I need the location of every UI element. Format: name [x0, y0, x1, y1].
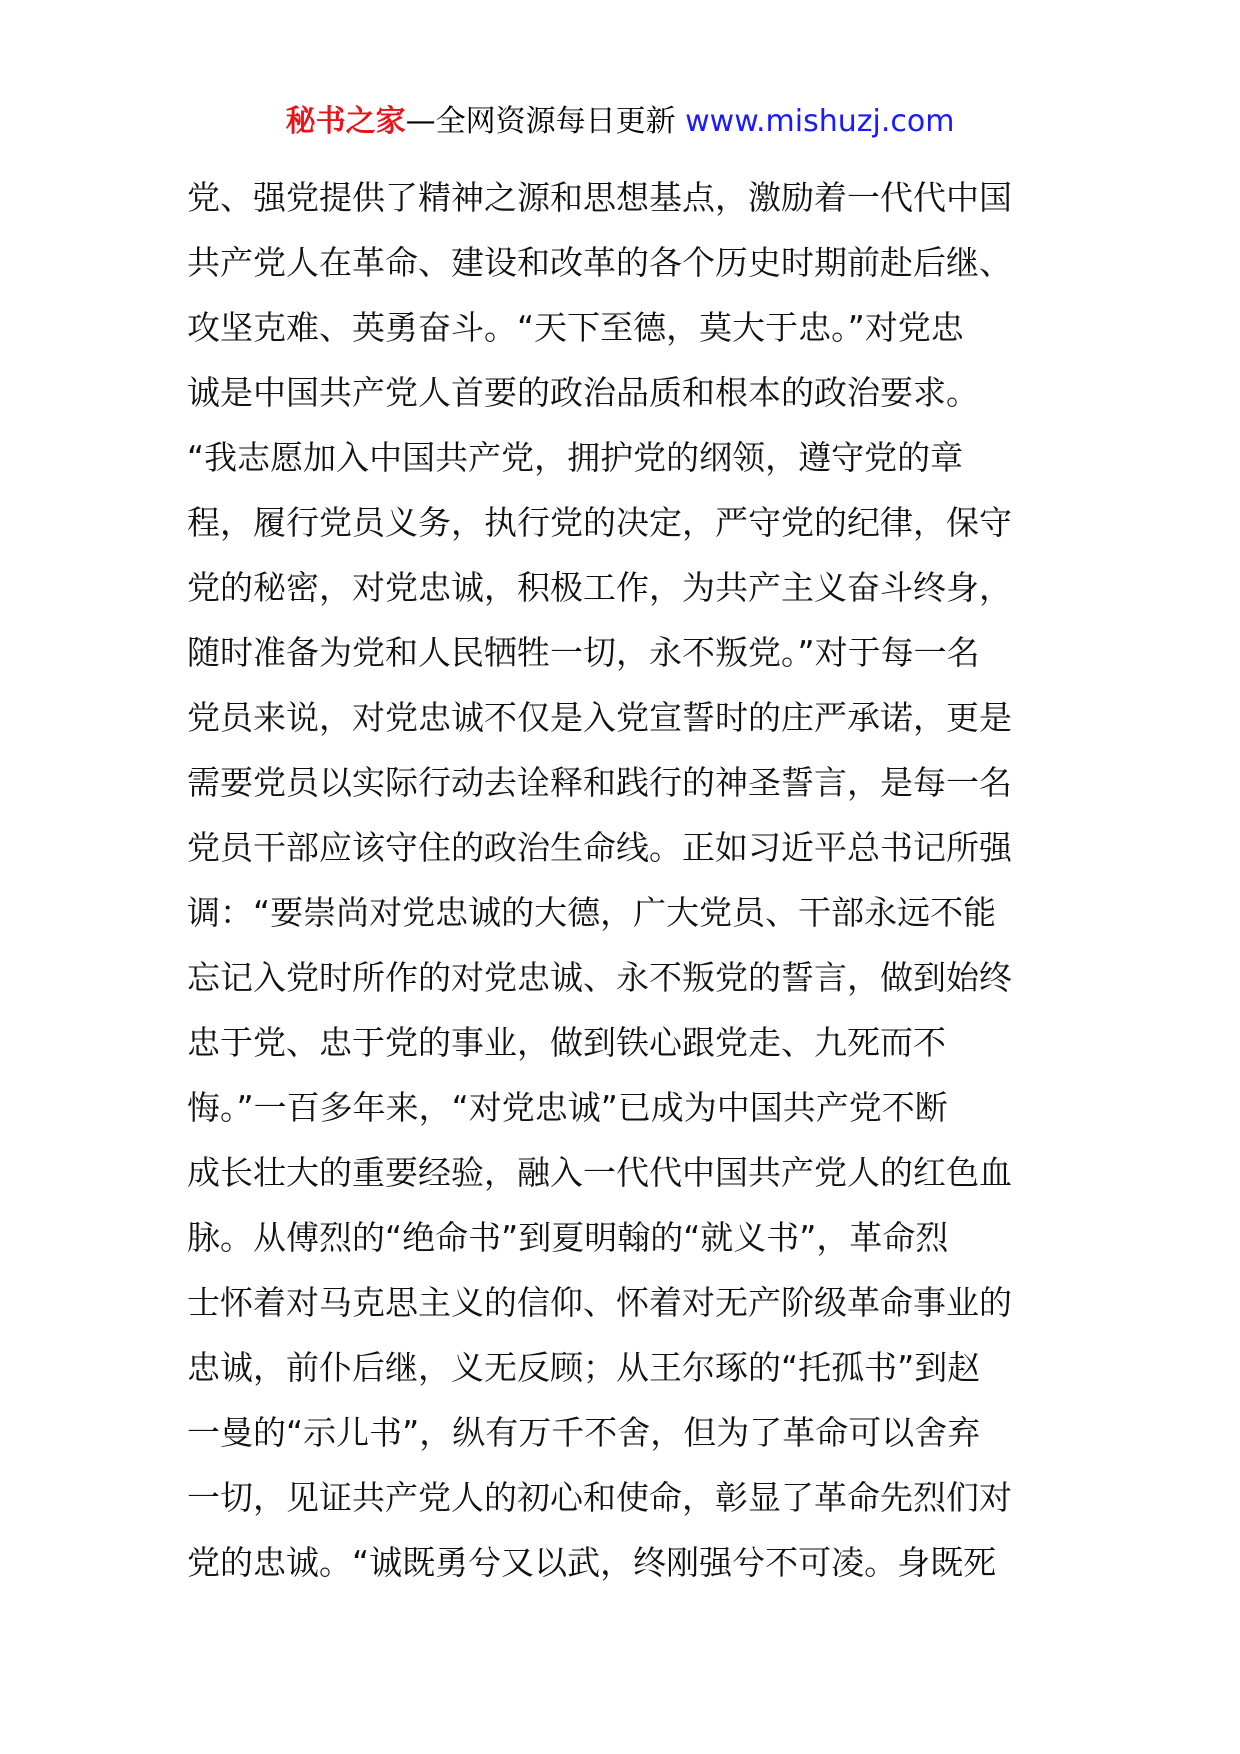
text-line: 党员干部应该守住的政治生命线。正如习近平总书记所强 — [187, 828, 1012, 867]
page-header — [0, 100, 1240, 144]
body-paragraph — [187, 165, 1057, 1595]
text-line: 调：“要崇尚对党忠诚的大德，广大党员、干部永远不能 — [187, 893, 997, 932]
text-line: 需要党员以实际行动去诠释和践行的神圣誓言，是每一名 — [187, 763, 1012, 802]
header-url-link[interactable]: www.mishuzj.com — [685, 104, 955, 139]
text-line: 士怀着对马克思主义的信仰、怀着对无产阶级革命事业的 — [187, 1283, 1012, 1322]
text-line: 忘记入党时所作的对党忠诚、永不叛党的誓言，做到始终 — [187, 958, 1012, 997]
text-line: 党员来说，对党忠诚不仅是入党宣誓时的庄严承诺，更是 — [187, 698, 1012, 737]
text-line: 程，履行党员义务，执行党的决定，严守党的纪律，保守 — [187, 503, 1012, 542]
text-line: 脉。从傅烈的“绝命书”到夏明翰的“就义书”，革命烈 — [187, 1218, 949, 1257]
text-line: 忠于党、忠于党的事业，做到铁心跟党走、九死而不 — [187, 1023, 946, 1062]
header-brand: 秘书之家 — [285, 104, 406, 139]
text-line: 一曼的“示儿书”，纵有万千不舍，但为了革命可以舍弃 — [187, 1413, 981, 1452]
text-line: 共产党人在革命、建设和改革的各个历史时期前赴后继、 — [187, 243, 1012, 282]
text-line: 成长壮大的重要经验，融入一代代中国共产党人的红色血 — [187, 1153, 1012, 1192]
text-line: 随时准备为党和人民牺牲一切，永不叛党。”对于每一名 — [187, 633, 980, 672]
text-line: 忠诚，前仆后继，义无反顾；从王尔琢的“托孤书”到赵 — [187, 1348, 981, 1387]
text-line: 攻坚克难、英勇奋斗。“天下至德，莫大于忠。”对党忠 — [187, 308, 964, 347]
text-line: 一切，见证共产党人的初心和使命，彰显了革命先烈们对 — [187, 1478, 1012, 1517]
text-line: 党的忠诚。“诚既勇兮又以武，终刚强兮不可凌。身既死 — [187, 1543, 997, 1582]
text-line: 诚是中国共产党人首要的政治品质和根本的政治要求。 — [187, 373, 979, 412]
header-tagline: —全网资源每日更新 — [405, 104, 686, 139]
text-line: 党、强党提供了精神之源和思想基点，激励着一代代中国 — [187, 178, 1012, 217]
text-line: 党的秘密，对党忠诚，积极工作，为共产主义奋斗终身， — [187, 568, 1012, 607]
text-line: 悔。”一百多年来，“对党忠诚”已成为中国共产党不断 — [187, 1088, 948, 1127]
text-line: “我志愿加入中国共产党，拥护党的纲领，遵守党的章 — [187, 438, 964, 477]
